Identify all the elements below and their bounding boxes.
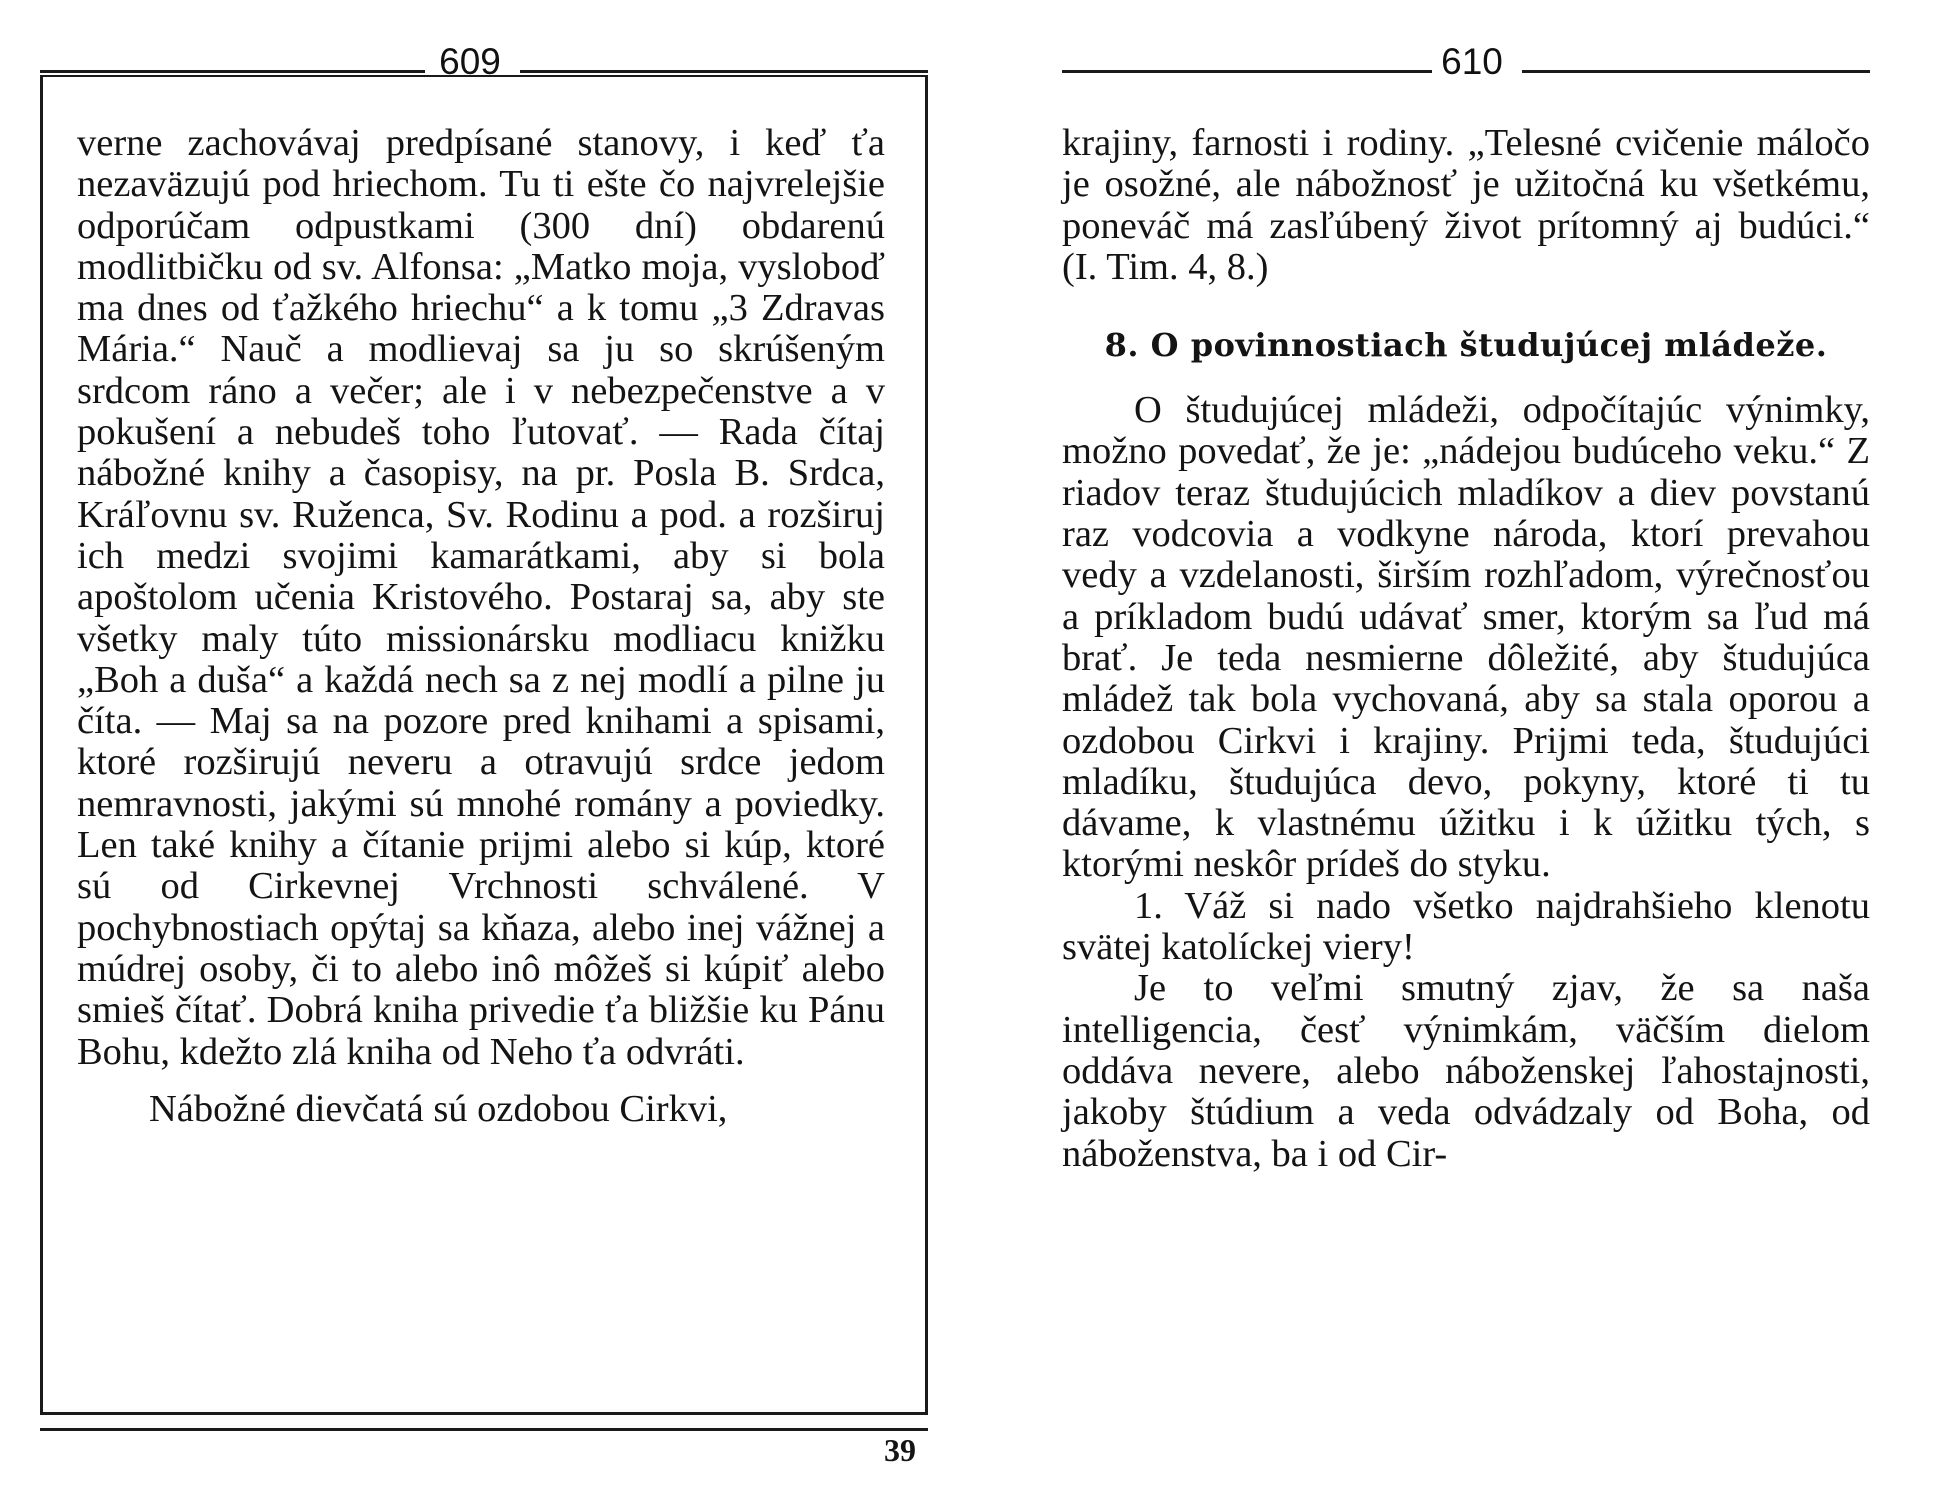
- right-paragraph-1: O študujúcej mládeži, odpočítajúc výnimky, možno povedať, že je: „nádejou budúceho veku.“ Z riadov teraz študujúcich mladíkov a diev povstanú raz vodcovia a vodkyne národa, ktorí prevahou vedy a vzdelanosti, širším rozhľadom, výrečnosťou a príkladom budú udávať smer, ktorým sa ľud má brať. Je teda nesmierne dôležité, aby študujúca mládež tak bola vychovaná, aby sa stala oporou a ozdobou Cirkvi i krajiny. Prijmi teda, študujúci mladíku, študujúca devo, pokyny, ktoré ti tu dávame, k vlastnému úžitku i k úžitku tých, s ktorými neskôr prídeš do styku.: [1062, 389, 1870, 886]
- left-page-text: [77, 123, 885, 1130]
- left-paragraph-2: Nábožné dievčatá sú ozdobou Cirkvi,: [149, 1087, 728, 1130]
- right-header-rule-right: [1522, 70, 1870, 73]
- left-page-number: 609: [439, 41, 501, 82]
- left-header-rule-left: [40, 70, 425, 73]
- right-page-number: 610: [1441, 41, 1503, 82]
- right-paragraph-2: 1. Váž si nado všetko najdrahšieho klenotu svätej katolíckej viery!: [1062, 884, 1870, 969]
- left-header-rule-right: [520, 70, 928, 73]
- folio-number: 39: [884, 1432, 916, 1468]
- right-paragraph-3: Je to veľmi smutný zjav, že sa naša intelligencia, česť výnimkám, väčším dielom oddáva nevere, alebo náboženskej ľahostajnosti, jakoby štúdium a veda odvádzaly od Boha, od náboženstva, ba i od Cir-: [1062, 967, 1870, 1175]
- right-header-rule-left: [1062, 70, 1432, 73]
- left-paragraph-1: verne zachovávaj predpísané stanovy, i keď ťa nezaväzujú pod hriechom. Tu ti ešte čo najvrelejšie odporúčam odpustkami (300 dní) obdarenú modlitbičku od sv. Alfonsa: „Matko moja, vyslobоď ma dnes od ťažkého hriechu“ a k tomu „3 Zdravas Mária.“ Nauč a modlievaj sa ju so skrúšeným srdcom ráno a večer; ale i v nebezpečenstve a v pokušení a nebudeš toho ľutovať. — Rada čítaj nábožné knihy a časopisy, na pr. Posla B. Srdca, Kráľovnu sv. Ruženca, Sv. Rodinu a pod. a rozširuj ich medzi svojimi kamarátkami, aby si bola apoštolom učenia Kristového. Postaraj sa, aby ste všetky maly túto missionársku modliacu knižku „Boh a duša“ a každá nech sa z nej modlí a pilne ju číta. — Maj sa na pozore pred knihami a spisami, ktoré rozširujú neveru a otravujú srdce jedom nemravnosti, jakými sú mnohé romány a poviedky. Len také knihy a čítanie prijmi alebo si kúp, ktoré sú od Cirkevnej Vrchnosti schválené. V pochybnostiach opýtaj sa kňaza, alebo inej vážnej a múdrej osoby, či to alebo inô môžeš si kúpiť alebo smieš čítať. Dobrá kniha privedie ťa bližšie ku Pánu Bohu, kdežto zlá kniha od Neho ťa odvráti.: [77, 122, 885, 1073]
- right-intro-paragraph: krajiny, farnosti i rodiny. „Telesné cvičenie máločo je osožné, ale nábožnosť je užitočná ku všetkému, poneváč má zasľúbený život prítomný aj budúci.“ (I. Tim. 4, 8.): [1062, 122, 1870, 288]
- section-heading: 8. O povinnostiach študujúcej mládeže.: [1104, 326, 1828, 365]
- right-page-text: [1062, 123, 1870, 1175]
- left-page-bottom-rule: [40, 1428, 928, 1431]
